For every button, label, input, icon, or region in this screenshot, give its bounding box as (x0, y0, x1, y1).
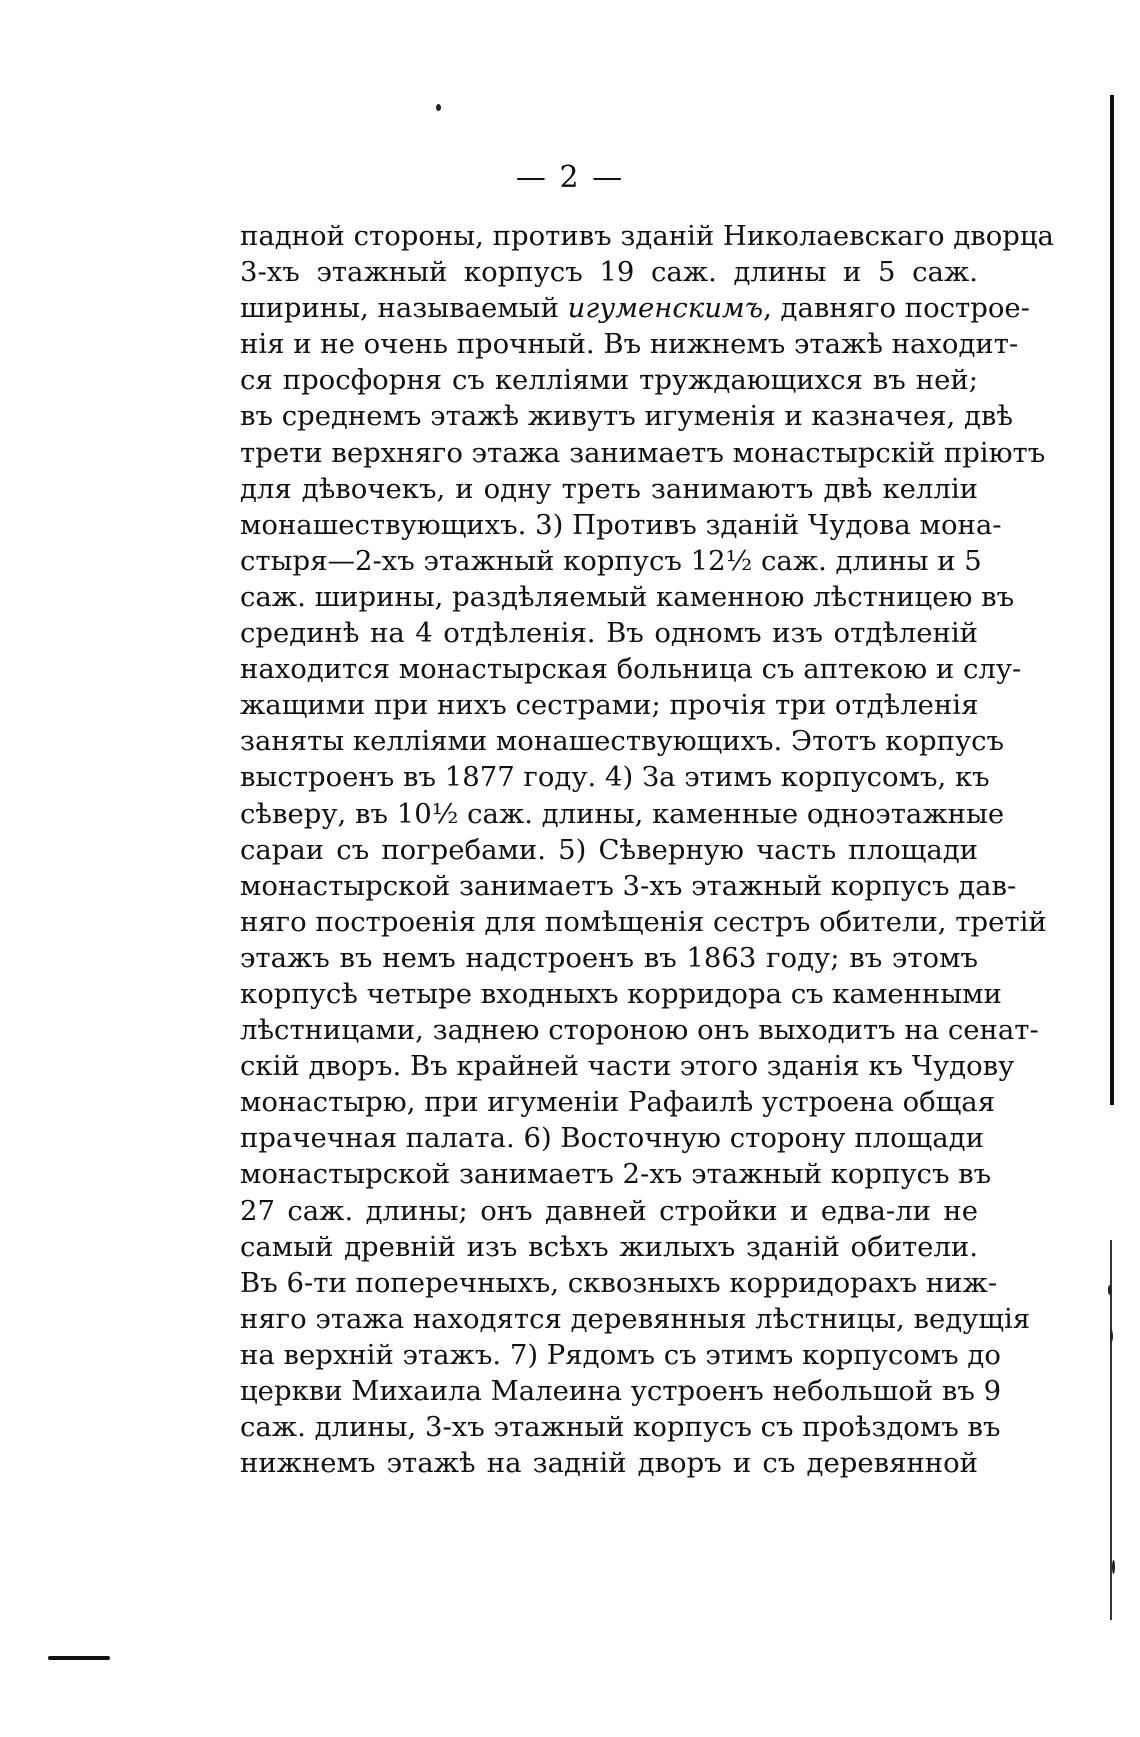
ink-speck (1112, 1560, 1115, 1574)
text-line: саж. длины, 3-хъ этажный корпусъ съ проѣздомъ въ (240, 1411, 1001, 1444)
text-line: монашествующихъ. 3) Противъ зданій Чудова мона- (240, 508, 1002, 541)
text-line: монастырской занимаетъ 3-хъ этажный корпусъ дав- (240, 869, 1017, 902)
text-line: стыря—2-хъ этажный корпусъ 12½ саж. длины и 5 (240, 544, 982, 577)
text-line: жащими при нихъ сестрами; прочія три отдѣленія (240, 689, 979, 722)
page-edge-shadow (1110, 95, 1114, 1105)
text-line: трети верхняго этажа занимаетъ монастырскій пріютъ (240, 436, 1046, 469)
text-line: сѣверу, въ 10½ саж. длины, каменные одноэтажные (240, 797, 1005, 830)
text-line: заняты келліями монашествующихъ. Этотъ корпусъ (240, 725, 1005, 758)
text-segment: , давняго построе- (763, 292, 1030, 325)
page-number: — 2 — (515, 160, 625, 195)
text-line: монастырю, при игуменіи Рафаилѣ устроена общая (240, 1086, 996, 1119)
text-line: няго этажа находятся деревянныя лѣстницы, ведущія (240, 1302, 1031, 1335)
text-line: ся просфорня съ келліями труждающихся въ ней; (240, 364, 978, 397)
text-line: церкви Михаила Малеина устроенъ небольшой въ 9 (240, 1375, 1002, 1407)
text-line: срединѣ на 4 отдѣленія. Въ одномъ изъ отдѣленій (240, 617, 978, 650)
text-line: самый древній изъ всѣхъ жилыхъ зданій обители. (240, 1230, 978, 1263)
text-segment: ширины, называемый (240, 292, 568, 325)
text-line: лѣстницами, заднею стороною онъ выходитъ на сенат- (240, 1014, 1039, 1047)
text-line: этажъ въ немъ надстроенъ въ 1863 году; въ этомъ (240, 941, 978, 974)
text-line: Въ 6-ти поперечныхъ, сквозныхъ корридорахъ ниж- (240, 1266, 998, 1299)
text-line: выстроенъ въ 1877 году. 4) За этимъ корпусомъ, къ (240, 761, 990, 794)
text-line: саж. ширины, раздѣляемый каменною лѣстницею въ (240, 580, 1015, 613)
text-line: сараи съ погребами. 5) Сѣверную часть площади (240, 833, 978, 866)
text-line: нія и не очень прочный. Въ нижнемъ этажѣ находит- (240, 328, 1019, 361)
text-line: въ среднемъ этажѣ живутъ игуменія и казначея, двѣ (240, 400, 1013, 433)
text-line (240, 290, 1030, 326)
text-line: на верхній этажъ. 7) Рядомъ съ этимъ корпусомъ до (240, 1338, 1001, 1371)
italic-term: игуменскимъ (567, 292, 764, 325)
body-text (240, 218, 1054, 1481)
text-line: 3-хъ этажный корпусъ 19 саж. длины и 5 саж. (240, 256, 978, 289)
text-line: 27 саж. длины; онъ давней стройки и едва-ли не (240, 1194, 978, 1227)
text-line: няго построенія для помѣщенія сестръ обители, третій (240, 905, 1047, 938)
text-line: нижнемъ этажѣ на задній дворъ и съ деревянной (240, 1447, 978, 1480)
ink-speck (1108, 1285, 1111, 1295)
margin-mark (48, 1656, 110, 1660)
text-line: для дѣвочекъ, и одну треть занимаютъ двѣ келліи (240, 472, 978, 505)
text-line: монастырской занимаетъ 2-хъ этажный корпусъ въ (240, 1158, 992, 1191)
text-line: находится монастырская больница съ аптекою и слу- (240, 653, 1022, 686)
text-line: скій дворъ. Въ крайней части этого зданія къ Чудову (240, 1050, 1015, 1083)
text-line: прачечная палата. 6) Восточную сторону площади (240, 1122, 984, 1155)
text-line: падной стороны, противъ зданій Николаевскаго дворца (240, 220, 1054, 252)
text-line: корпусѣ четыре входныхъ корридора съ каменными (240, 977, 1002, 1010)
ink-speck (436, 104, 441, 111)
ink-speck (1110, 1330, 1113, 1342)
